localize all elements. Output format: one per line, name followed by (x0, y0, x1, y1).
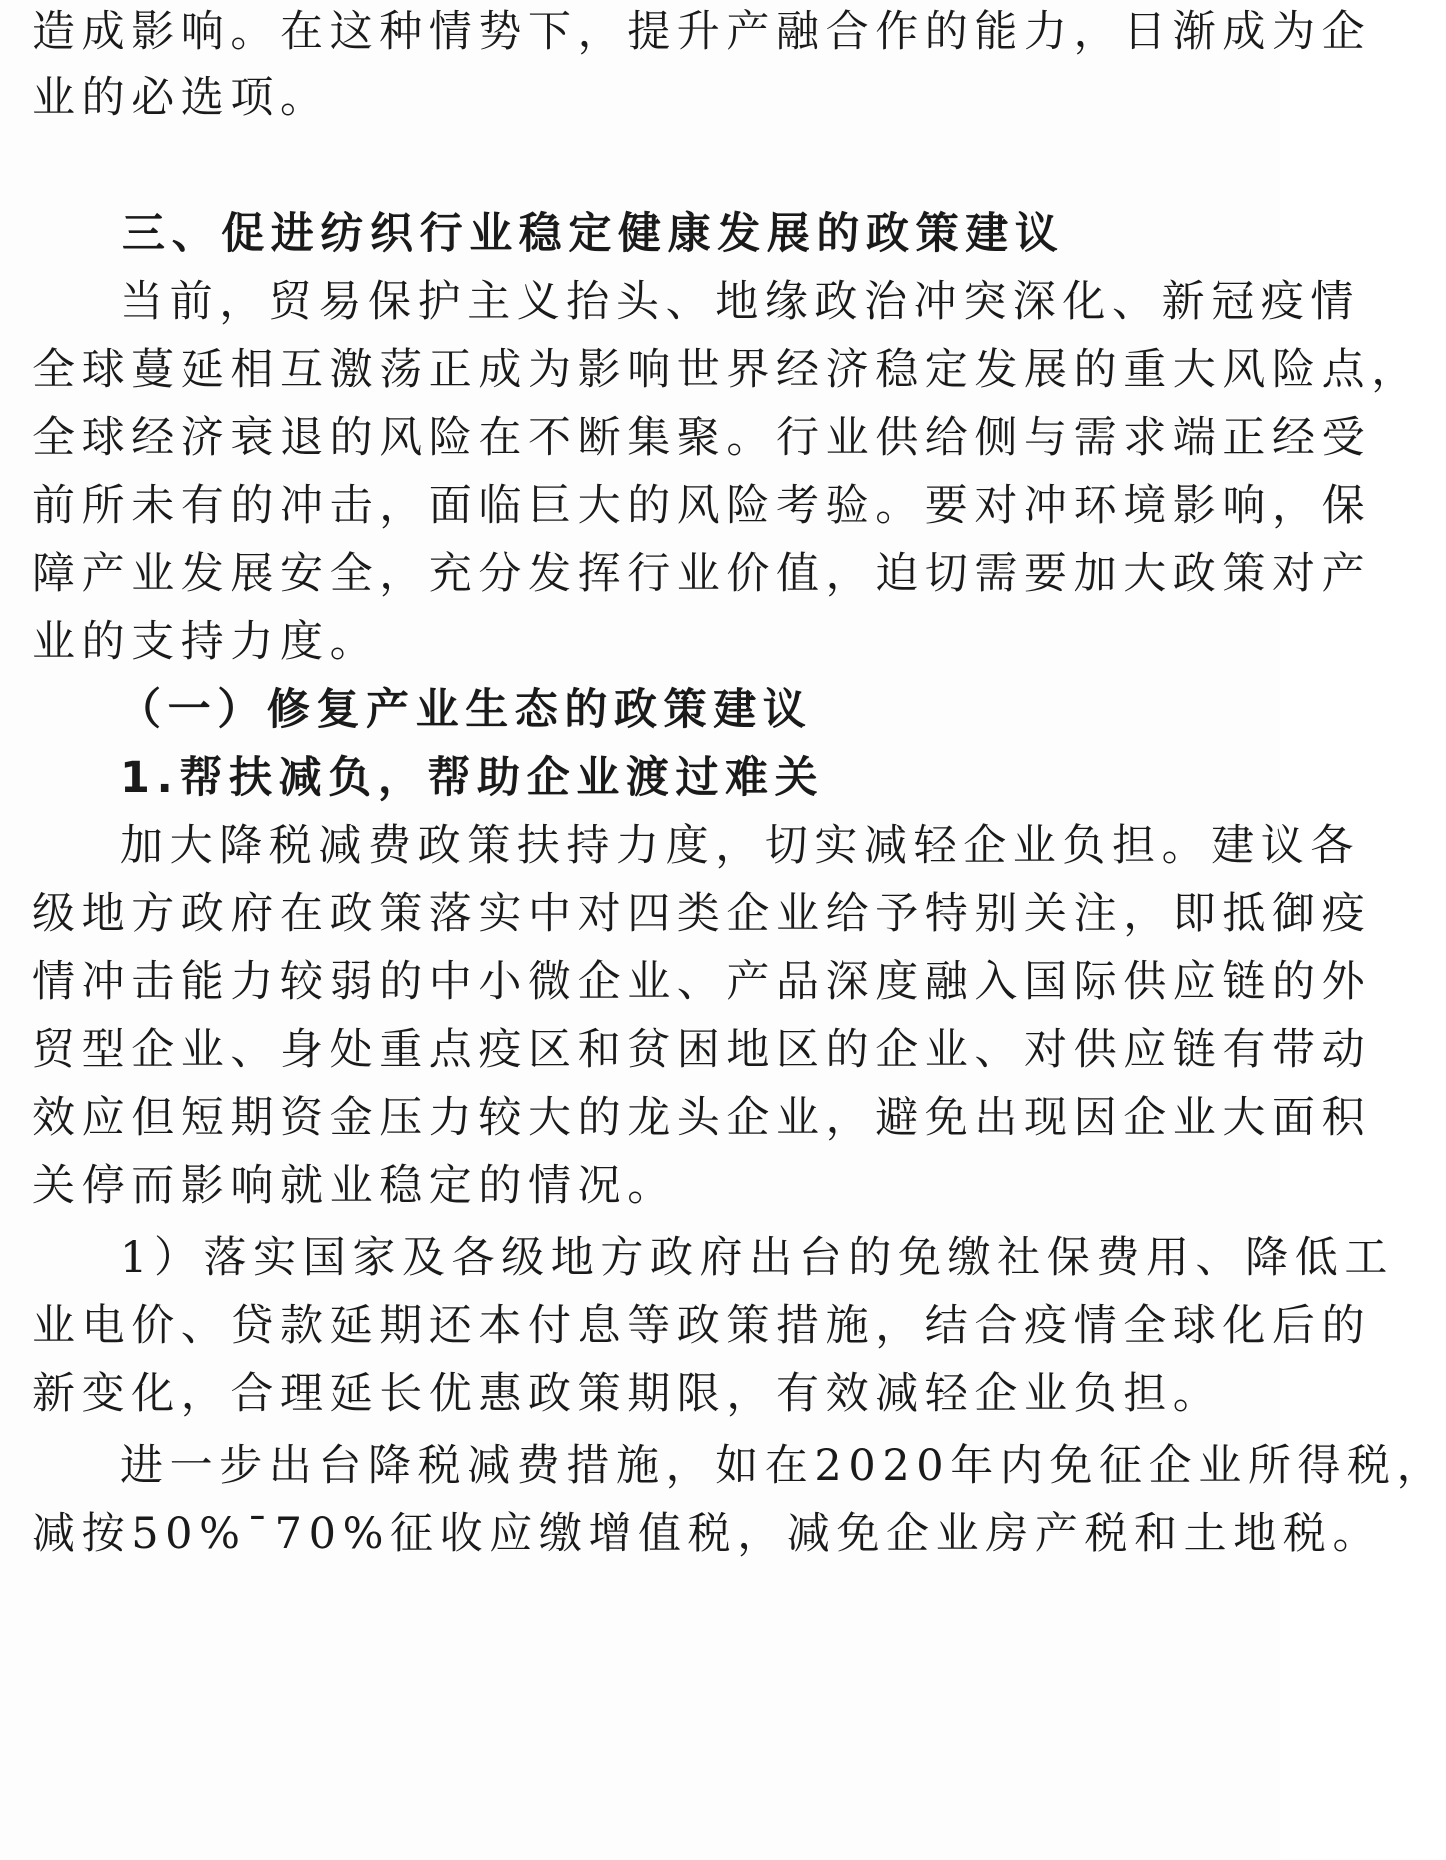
paragraph-line: 减按50%¯70%征收应缴增值税，减免企业房产税和土地税。 (32, 1509, 1383, 1559)
paragraph-line: 业的必选项。 (32, 73, 330, 123)
paragraph-line: 业的支持力度。 (32, 617, 380, 667)
section-heading: 三、促进纺织行业稳定健康发展的政策建议 (122, 209, 1065, 259)
paragraph-line: 效应但短期资金压力较大的龙头企业，避免出现因企业大面积 (32, 1093, 1372, 1143)
paragraph-line: 前所未有的冲击，面临巨大的风险考验。要对冲环境影响，保 (32, 481, 1372, 531)
paragraph-line: 新变化，合理延长优惠政策期限，有效减轻企业负担。 (32, 1369, 1223, 1419)
subsection-heading: （一）修复产业生态的政策建议 (118, 685, 813, 735)
paragraph-line: 当前，贸易保护主义抬头、地缘政治冲突深化、新冠疫情 (120, 277, 1360, 327)
paragraph-line: 进一步出台降税减费措施，如在2020年内免征企业所得税， (120, 1441, 1446, 1491)
paragraph-line: 全球经济衰退的风险在不断集聚。行业供给侧与需求端正经受 (32, 413, 1372, 463)
paragraph-line: 加大降税减费政策扶持力度，切实减轻企业负担。建议各 (120, 821, 1360, 871)
paragraph-line: 情冲击能力较弱的中小微企业、产品深度融入国际供应链的外 (32, 957, 1372, 1007)
paragraph-line: 级地方政府在政策落实中对四类企业给予特别关注，即抵御疫 (32, 889, 1372, 939)
paragraph-line: 1）落实国家及各级地方政府出台的免缴社保费用、降低工 (120, 1233, 1394, 1283)
paragraph-line: 贸型企业、身处重点疫区和贫困地区的企业、对供应链有带动 (32, 1025, 1372, 1075)
paragraph-line: 业电价、贷款延期还本付息等政策措施，结合疫情全球化后的 (32, 1301, 1372, 1351)
item-heading: 1.帮扶减负，帮助企业渡过难关 (120, 753, 825, 803)
paragraph-line: 障产业发展安全，充分发挥行业价值，迫切需要加大政策对产 (32, 549, 1372, 599)
paragraph-line: 全球蔓延相互激荡正成为影响世界经济稳定发展的重大风险点， (32, 345, 1421, 395)
paragraph-line: 造成影响。在这种情势下，提升产融合作的能力，日渐成为企 (32, 7, 1372, 57)
paragraph-line: 关停而影响就业稳定的情况。 (32, 1161, 677, 1211)
